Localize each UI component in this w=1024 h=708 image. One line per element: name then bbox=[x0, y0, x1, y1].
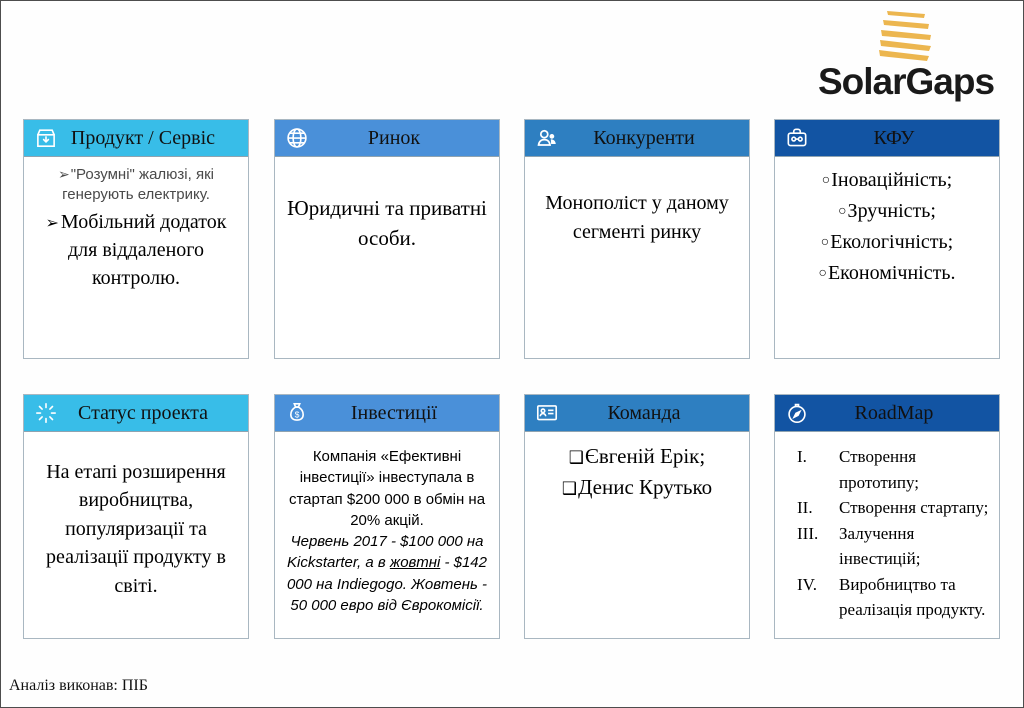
card-header bbox=[275, 395, 499, 432]
id-card-icon bbox=[534, 400, 560, 426]
globe-icon bbox=[284, 125, 310, 151]
investment-text bbox=[281, 446, 493, 616]
card-header bbox=[525, 395, 749, 432]
roadmap-step: II. Створення стартапу; bbox=[797, 498, 989, 517]
team-member: ❑Денис Крутько bbox=[561, 475, 713, 500]
card-body bbox=[24, 432, 248, 600]
circle-bullet: ○ bbox=[821, 173, 831, 188]
list-item: ○Зручність; bbox=[838, 200, 936, 222]
compass-icon bbox=[784, 400, 810, 426]
circle-bullet: ○ bbox=[838, 204, 847, 219]
list-item: ○Економічність. bbox=[818, 262, 956, 284]
card-title: Інвестиції bbox=[350, 402, 438, 424]
card-title: Ринок bbox=[367, 127, 421, 149]
card-title: RoadMap bbox=[854, 402, 934, 424]
card-text: Юридичні та приватні особи. bbox=[287, 196, 487, 251]
card-body bbox=[775, 157, 999, 289]
card-body bbox=[275, 157, 499, 254]
card-competitors bbox=[524, 119, 750, 359]
card-title: Конкуренти bbox=[593, 127, 695, 149]
spinner-icon bbox=[33, 400, 59, 426]
card-body bbox=[525, 432, 749, 503]
card-header bbox=[775, 395, 999, 432]
bullet-item: ➢"Розумні" жалюзі, які генерують електрику. bbox=[58, 166, 214, 204]
card-project-status bbox=[23, 394, 249, 639]
circle-bullet: ○ bbox=[818, 266, 827, 281]
card-investments bbox=[274, 394, 500, 639]
circle-bullet: ○ bbox=[820, 235, 830, 250]
bullet-item: ➢ Мобільний додаток для віддаленого контролю. bbox=[45, 210, 227, 289]
roadmap-step: III. Залучення інвестицій; bbox=[797, 523, 921, 568]
card-team bbox=[524, 394, 750, 639]
square-bullet: ❑ bbox=[568, 448, 585, 468]
card-body bbox=[24, 157, 248, 292]
card-text: На етапі розширення виробництва, популяризації та реалізації продукту в світі. bbox=[46, 461, 226, 597]
roadmap-list bbox=[781, 444, 993, 623]
roadmap-step: I. Створення прототипу; bbox=[797, 447, 919, 492]
card-product-service bbox=[23, 119, 249, 359]
card-title: Статус проекта bbox=[78, 402, 208, 424]
card-body bbox=[275, 432, 499, 616]
package-icon bbox=[33, 125, 59, 151]
card-header bbox=[275, 120, 499, 157]
arrow-bullet: ➢ bbox=[58, 166, 70, 182]
underlined-word: жовтні bbox=[389, 554, 441, 572]
list-item: ○Іноваційність; bbox=[821, 169, 953, 191]
investment-text-italic: Червень 2017 - $100 000 на Kickstarter, а в жовтні - $142 000 на Indiegogo. Жовтень - 50 000 евро від Єврокомісії. bbox=[286, 533, 488, 615]
square-bullet: ❑ bbox=[561, 479, 578, 500]
logo-text: SolarGaps bbox=[817, 61, 995, 102]
card-header bbox=[24, 120, 248, 157]
card-body bbox=[525, 157, 749, 247]
card-header bbox=[525, 120, 749, 157]
card-ksf bbox=[774, 119, 1000, 359]
card-roadmap bbox=[774, 394, 1000, 639]
ksf-list bbox=[781, 165, 993, 289]
svg-text:$: $ bbox=[294, 409, 300, 420]
money-bag-icon bbox=[284, 400, 310, 426]
list-item: ○Екологічність; bbox=[820, 231, 954, 253]
people-icon bbox=[534, 125, 560, 151]
card-title: Команда bbox=[607, 402, 681, 424]
arrow-bullet: ➢ bbox=[45, 214, 59, 232]
card-title: КФУ bbox=[873, 127, 915, 149]
card-title: Продукт / Сервіс bbox=[70, 127, 216, 149]
card-header bbox=[775, 120, 999, 157]
team-member: ❑Євгеній Ерік; bbox=[568, 444, 706, 468]
blinds-stripes-icon bbox=[861, 9, 951, 61]
card-header bbox=[24, 395, 248, 432]
roadmap-step: IV. Виробництво та реалізація продукту. bbox=[797, 574, 986, 619]
analysis-author-note: Аналіз виконав: ПІБ bbox=[9, 677, 148, 694]
solargaps-logo bbox=[801, 9, 1011, 109]
card-body bbox=[775, 432, 999, 623]
toolbox-icon bbox=[784, 125, 810, 151]
investment-text-normal: Компанія «Ефективні інвестиції» інвеступала в стартап $200 000 в обмін на 20% акцій. bbox=[288, 448, 486, 529]
card-market bbox=[274, 119, 500, 359]
card-text: Монополіст у даному сегменті ринку bbox=[545, 192, 729, 243]
